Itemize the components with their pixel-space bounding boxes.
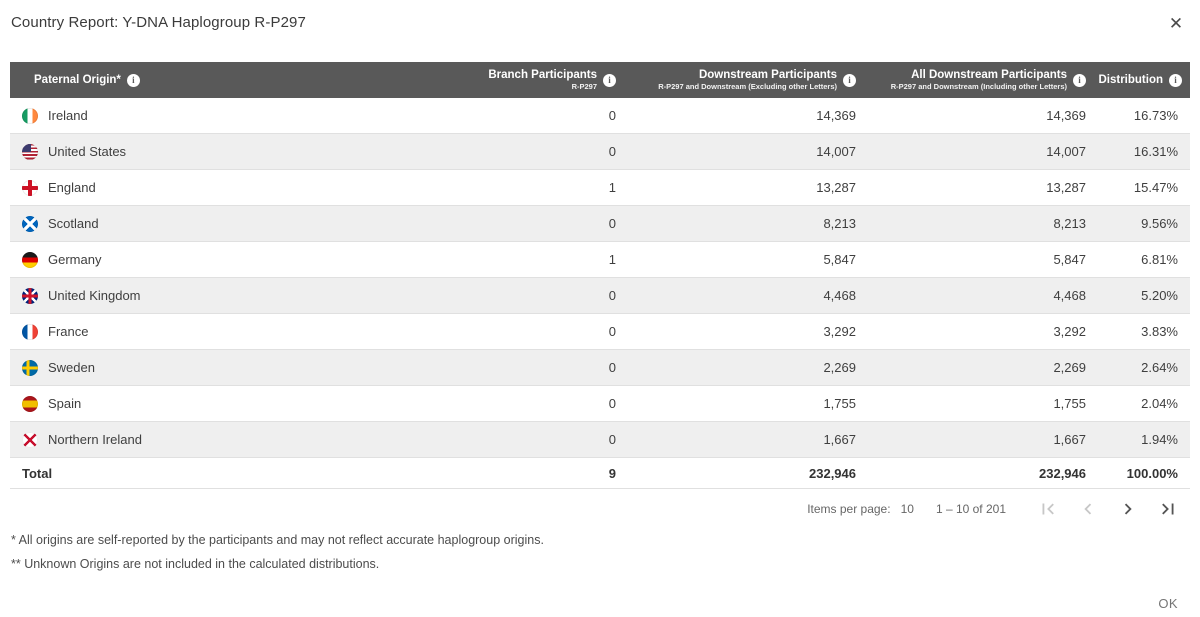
first-page-icon (1037, 498, 1059, 520)
column-header-text (891, 69, 1067, 91)
origin-cell (10, 324, 478, 340)
last-page-button[interactable] (1148, 495, 1188, 523)
branch-participants-cell: 0 (608, 360, 616, 375)
last-page-icon (1157, 498, 1179, 520)
table-body (10, 98, 1190, 458)
all-downstream-participants-cell: 8,213 (1053, 216, 1086, 231)
origin-cell (10, 252, 478, 268)
close-icon[interactable]: ✕ (1164, 12, 1188, 36)
table-row (10, 242, 1190, 278)
column-header-label: Distribution (1098, 73, 1163, 86)
footnotes (11, 533, 544, 581)
distribution-cell: 16.31% (1133, 144, 1178, 159)
chevron-left-icon (1077, 498, 1099, 520)
all-downstream-participants-cell: 3,292 (1053, 324, 1086, 339)
branch-participants-cell: 0 (608, 108, 616, 123)
distribution-cell: 16.73% (1133, 108, 1178, 123)
column-header-distribution (1098, 62, 1190, 98)
country-name: Ireland (48, 108, 88, 123)
country-name: Spain (48, 396, 82, 411)
country-name: Sweden (48, 360, 95, 375)
items-per-page-label: Items per page: (807, 502, 891, 516)
column-header-text (1098, 74, 1163, 87)
distribution-cell: 6.81% (1141, 252, 1178, 267)
info-icon[interactable]: i (1073, 74, 1086, 87)
footnote-origins: * All origins are self-reported by the participants and may not reflect accurate haplogroup origins. (11, 533, 544, 547)
distribution-cell: 1.94% (1141, 432, 1178, 447)
country-name: Germany (48, 252, 102, 267)
paginator (807, 495, 1188, 523)
country-name: England (48, 180, 96, 195)
all-downstream-participants-cell: 14,369 (1046, 108, 1086, 123)
total-value-cell: 232,946 (1039, 465, 1086, 481)
downstream-participants-cell: 1,667 (823, 432, 856, 447)
column-header-sublabel: R-P297 and Downstream (Excluding other Letters) (658, 82, 837, 91)
page-range-label: 1 – 10 of 201 (935, 502, 1006, 516)
flag-spain-icon (22, 396, 38, 412)
downstream-participants-cell: 3,292 (823, 324, 856, 339)
branch-participants-cell: 0 (608, 324, 616, 339)
country-name: United Kingdom (48, 288, 141, 303)
next-page-button[interactable] (1108, 495, 1148, 523)
page-size-select[interactable]: 10 (900, 502, 914, 516)
distribution-cell: 5.20% (1141, 288, 1178, 303)
country-name: Scotland (48, 216, 99, 231)
table-row (10, 170, 1190, 206)
table-row (10, 98, 1190, 134)
table-row (10, 278, 1190, 314)
distribution-cell: 15.47% (1133, 180, 1178, 195)
column-header-text (658, 69, 837, 91)
all-downstream-participants-cell: 1,667 (1053, 432, 1086, 447)
column-header-sublabel: R-P297 and Downstream (Including other Letters) (890, 82, 1067, 91)
all-downstream-participants-cell: 5,847 (1053, 252, 1086, 267)
page-title: Country Report: Y-DNA Haplogroup R-P297 (11, 14, 306, 31)
all-downstream-participants-cell: 1,755 (1053, 396, 1086, 411)
info-icon[interactable]: i (1169, 74, 1182, 87)
downstream-participants-cell: 8,213 (823, 216, 856, 231)
table-row (10, 206, 1190, 242)
column-header-label: All Downstream Participants (911, 69, 1067, 81)
origin-cell (10, 396, 478, 412)
country-name: United States (48, 144, 127, 159)
flag-germany-icon (22, 252, 38, 268)
origin-cell (10, 144, 478, 160)
branch-participants-cell: 0 (608, 396, 616, 411)
ok-button[interactable]: OK (1150, 590, 1186, 617)
all-downstream-participants-cell: 4,468 (1053, 288, 1086, 303)
total-value-cell: 100.00% (1126, 465, 1178, 481)
origin-cell (10, 360, 478, 376)
origin-cell (10, 288, 478, 304)
info-icon[interactable]: i (843, 74, 856, 87)
country-report-table (10, 62, 1190, 489)
flag-united-kingdom-icon (22, 288, 38, 304)
flag-scotland-icon (22, 216, 38, 232)
downstream-participants-cell: 2,269 (823, 360, 856, 375)
branch-participants-cell: 0 (608, 432, 616, 447)
all-downstream-participants-cell: 13,287 (1046, 180, 1086, 195)
origin-cell (10, 108, 478, 124)
column-header-label: Downstream Participants (698, 69, 837, 81)
downstream-participants-cell: 13,287 (816, 180, 856, 195)
branch-participants-cell: 0 (608, 288, 616, 303)
column-header-all-downstream-participants (868, 62, 1098, 98)
total-value-cell: 9 (608, 465, 616, 481)
column-header-label: Branch Participants (488, 69, 597, 81)
column-header-label: Paternal Origin* (34, 73, 121, 86)
column-header-text (34, 74, 121, 87)
info-icon[interactable]: i (603, 74, 616, 87)
country-name: France (48, 324, 89, 339)
origin-cell (10, 180, 478, 196)
table-header-row (10, 62, 1190, 98)
info-icon[interactable]: i (127, 74, 140, 87)
column-header-text (488, 69, 597, 91)
origin-cell (10, 432, 478, 448)
total-row (10, 458, 1190, 489)
all-downstream-participants-cell: 14,007 (1046, 144, 1086, 159)
all-downstream-participants-cell: 2,269 (1053, 360, 1086, 375)
flag-england-icon (22, 180, 38, 196)
total-value-cell: 232,946 (809, 465, 856, 481)
total-label-cell: Total (22, 465, 53, 481)
downstream-participants-cell: 5,847 (823, 252, 856, 267)
downstream-participants-cell: 1,755 (823, 396, 856, 411)
origin-cell (10, 216, 478, 232)
table-row (10, 350, 1190, 386)
downstream-participants-cell: 14,369 (816, 108, 856, 123)
country-name: Northern Ireland (48, 432, 142, 447)
chevron-right-icon (1117, 498, 1139, 520)
downstream-participants-cell: 4,468 (823, 288, 856, 303)
column-header-paternal-origin (10, 62, 478, 98)
table-row (10, 314, 1190, 350)
column-header-branch-participants (478, 62, 628, 98)
downstream-participants-cell: 14,007 (816, 144, 856, 159)
flag-united-states-icon (22, 144, 38, 160)
distribution-cell: 9.56% (1141, 216, 1178, 231)
column-header-downstream-participants (628, 62, 868, 98)
table-row (10, 422, 1190, 458)
flag-france-icon (22, 324, 38, 340)
branch-participants-cell: 0 (608, 144, 616, 159)
distribution-cell: 3.83% (1141, 324, 1178, 339)
branch-participants-cell: 1 (608, 252, 616, 267)
footnote-unknown-origins: ** Unknown Origins are not included in the calculated distributions. (11, 557, 380, 571)
flag-northern-ireland-icon (22, 432, 38, 448)
column-header-sublabel: R-P297 (571, 82, 597, 91)
branch-participants-cell: 1 (608, 180, 616, 195)
first-page-button[interactable] (1028, 495, 1068, 523)
table-row (10, 386, 1190, 422)
flag-ireland-icon (22, 108, 38, 124)
distribution-cell: 2.04% (1141, 396, 1178, 411)
flag-sweden-icon (22, 360, 38, 376)
table-row (10, 134, 1190, 170)
distribution-cell: 2.64% (1141, 360, 1178, 375)
branch-participants-cell: 0 (608, 216, 616, 231)
previous-page-button[interactable] (1068, 495, 1108, 523)
